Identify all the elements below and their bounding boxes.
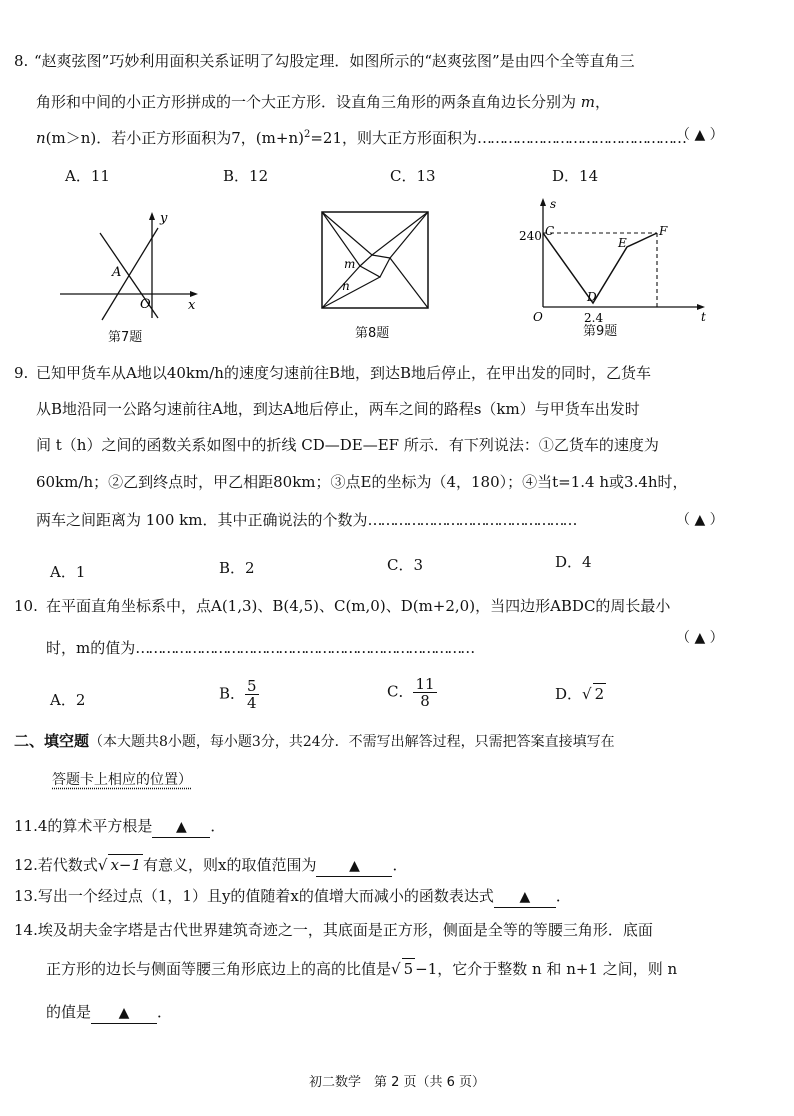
q9-option-c: C．3 (387, 556, 424, 574)
q10-answer: （ ▲ ） (676, 630, 724, 646)
q9-line1: 已知甲货车从A地以40km/h的速度匀速前往B地，到达B地后停止，在甲出发的同时，乙货车 (36, 364, 651, 382)
q14-line2: 正方形的边长与侧面等腰三角形底边上的高的比值是√ 5 −1，它介于整数 n 和 n+1 之间，则 n (46, 960, 678, 978)
q8-option-d: D．14 (552, 167, 599, 185)
fig9-label-t: t (701, 310, 706, 324)
q8-option-a: A．11 (65, 167, 110, 185)
q10-option-b: B． $\frac{5}{4}$ (219, 677, 257, 712)
fig7-label-a: A (112, 265, 122, 280)
q9-option-d: D．4 (555, 553, 592, 571)
q9-line3: 间 t（h）之间的函数关系如图中的折线 CD—DE—EF 所示．有下列说法：①乙货车的速度为 (36, 436, 659, 454)
q14-answer-blank: ▲ (91, 1003, 157, 1024)
fig9-label-o: O (533, 310, 543, 324)
fig7-label-y: y (160, 211, 168, 226)
fig9-label-s: s (550, 197, 557, 211)
q12-answer-blank: ▲ (316, 856, 392, 877)
fig9-label-e: E (618, 236, 627, 250)
q11-answer-blank: ▲ (152, 817, 210, 838)
q14-line3: 的值是 ▲ ． (46, 1002, 172, 1024)
q8-option-b: B．12 (223, 167, 269, 185)
fig8-label-m: m (344, 257, 356, 271)
q9-line4: 60km/h；②乙到终点时，甲乙相距80km；③点E的坐标为（4，180）；④当t=1.4 h或3.4h时， (36, 473, 688, 491)
section2-desc: 答题卡上相应的位置） (52, 772, 192, 788)
fig8-label-n: n (342, 279, 350, 293)
section2-heading: 二、填空题（本大题共8小题，每小题3分，共24分．不需写出解答过程，只需把答案直接填写在 (14, 732, 615, 750)
q9-option-a: A．1 (50, 563, 86, 581)
q11: 11.4的算术平方根是 ▲ ． (14, 816, 225, 838)
q10-line1: 在平面直角坐标系中，点A(1,3)、B(4,5)、C(m,0)、D(m+2,0)，当四边形ABDC的周长最小 (46, 597, 671, 615)
fig9-label-f: F (659, 224, 668, 238)
fig7-caption: 第7题 (108, 330, 143, 345)
q8-answer: （ ▲ ） (676, 127, 724, 143)
fig9-label-240: 240 (519, 229, 542, 243)
fig7-label-o: O (140, 297, 151, 312)
q12: 12.若代数式√ x−1 有意义，则x的取值范围为 ▲ ． (14, 854, 408, 877)
figure-9 (505, 195, 715, 330)
q9-answer: （ ▲ ） (676, 512, 724, 528)
q8-line3: n(m＞n)．若小正方形面积为7，$(m+n)^2=21$，则大正方形面积为………………………………………… (36, 129, 685, 147)
q9-line5: 两车之间距离为 100 km．其中正确说法的个数为………………………………………… (36, 511, 576, 529)
q10-number: 10. (14, 597, 38, 615)
fig7-label-x: x (188, 298, 196, 313)
q8-option-c: C．13 (390, 167, 436, 185)
figure-8 (320, 210, 430, 310)
q8-line1: “赵爽弦图”巧妙利用面积关系证明了勾股定理．如图所示的“赵爽弦图”是由四个全等直角三 (34, 52, 635, 70)
fig9-label-2-4: 2.4 (584, 311, 604, 325)
fig9-label-c: C (545, 224, 555, 238)
q13: 13.写出一个经过点（1，1）且y的值随着x的值增大而减小的函数表达式 ▲ ． (14, 886, 571, 908)
q13-answer-blank: ▲ (494, 887, 556, 908)
q8-number: 8. (14, 52, 29, 70)
page-footer: 初二数学 第 2 页（共 6 页） (308, 1075, 486, 1090)
q8-line2: 角形和中间的小正方形拼成的一个大正方形．设直角三角形的两条直角边长分别为 m， (36, 93, 611, 111)
q10-option-c: C． $\frac{11}{8}$ (387, 675, 435, 710)
fig8-caption: 第8题 (355, 326, 390, 341)
q10-option-a: A．2 (50, 691, 86, 709)
fig9-caption: 第9题 (583, 324, 618, 339)
figure-7 (60, 208, 210, 323)
q10-option-d: D．√ 2 (555, 685, 605, 703)
q14-line1: 14.埃及胡夫金字塔是古代世界建筑奇迹之一，其底面是正方形，侧面是全等的等腰三角形．底面 (14, 921, 653, 939)
fig9-label-d: D (587, 290, 597, 304)
q9-number: 9. (14, 364, 29, 382)
q9-line2: 从B地沿同一公路匀速前往A地，到达A地后停止，两车之间的路程s（km）与甲货车出发时 (36, 400, 640, 418)
q10-line2: 时，m的值为…………………………………………………………………… (46, 639, 474, 657)
q9-option-b: B．2 (219, 559, 255, 577)
